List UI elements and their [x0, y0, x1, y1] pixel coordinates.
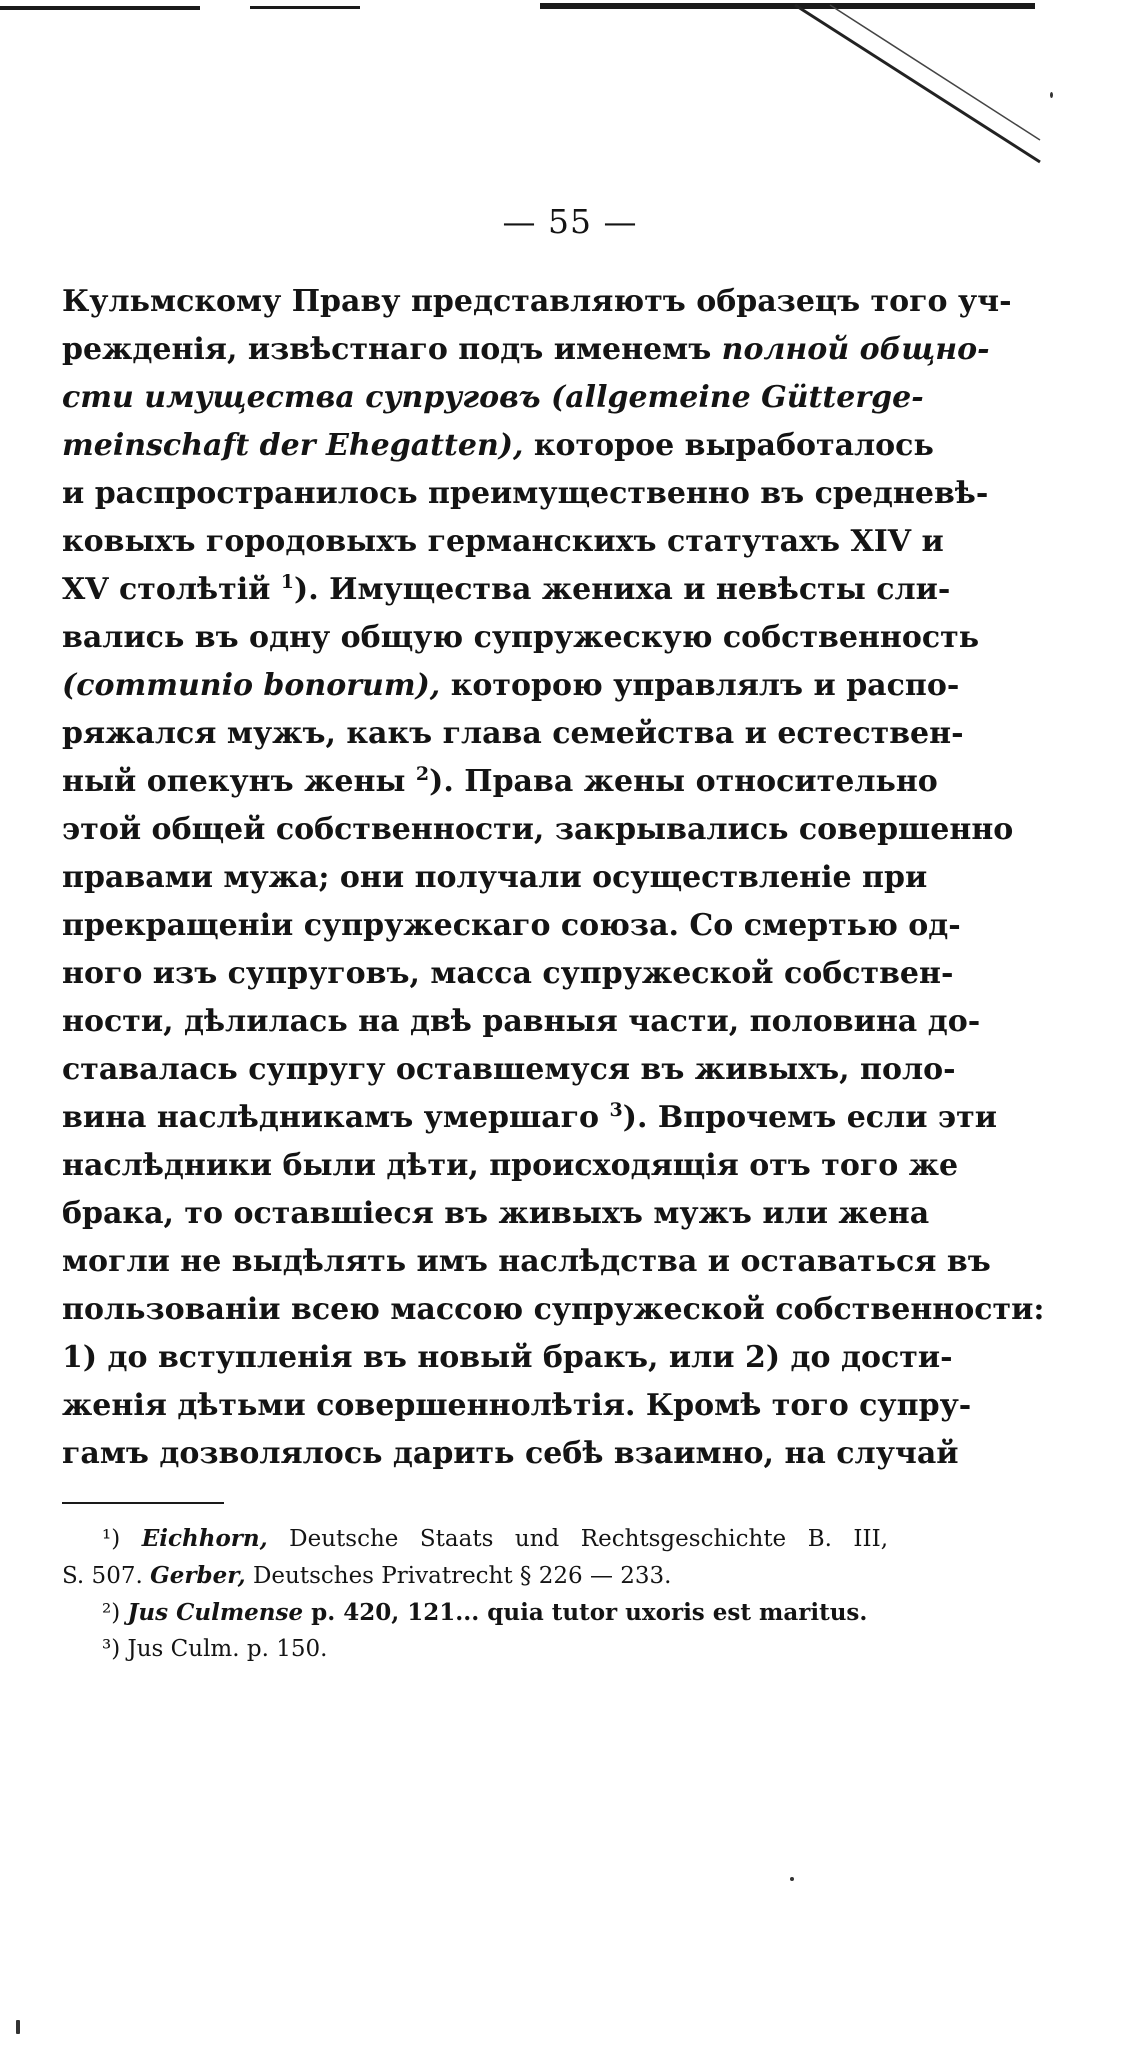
text-line: гамъ дозволялось дарить себѣ взаимно, на случай: [62, 1436, 959, 1471]
footnote-divider: [62, 1502, 224, 1504]
text-line: ный опекунъ жены $^2$). Права жены относительно: [62, 763, 938, 799]
footnote-ref: 1: [280, 571, 295, 593]
text-line: режденія, извѣстнаго подъ именемъ полной общно-: [62, 332, 990, 367]
text-line: ности, дѣлилась на двѣ равныя части, половина до-: [62, 1004, 981, 1039]
text-line: (communio bonorum), которою управлялъ и распо-: [62, 668, 960, 703]
text-line: ного изъ супруговъ, масса супружеской собствен-: [62, 956, 954, 991]
scan-speck: [16, 2020, 20, 2034]
footnote-ref: 2: [415, 763, 430, 785]
text-line: ряжался мужъ, какъ глава семейства и естествен-: [62, 716, 964, 751]
text-line: пользованіи всею массою супружеской собственности:: [62, 1292, 1045, 1327]
folded-corner-lines: [790, 0, 1050, 180]
footnote-3: ³) Jus Culm. p. 150.: [102, 1636, 328, 1662]
text-line: 1) до вступленія въ новый бракъ, или 2) до дости-: [62, 1340, 953, 1375]
page-number: — 55 —: [502, 202, 638, 241]
scan-speck: [790, 1877, 794, 1881]
text-line: правами мужа; они получали осуществленіе при: [62, 860, 928, 895]
footnote-1-cont: S. 507. Gerber, Deutsches Privatrecht § 226 — 233.: [62, 1562, 672, 1589]
text-line: прекращеніи супружескаго союза. Со смертью од-: [62, 908, 961, 943]
footnotes: [62, 1520, 888, 1668]
text-line: вина наслѣдникамъ умершаго $^3$). Впрочемъ если эти: [62, 1099, 998, 1135]
text-line: Кульмскому Праву представляютъ образецъ того уч-: [62, 284, 1012, 319]
text-line: брака, то оставшіеся въ живыхъ мужъ или жена: [62, 1196, 930, 1231]
text-line: женія дѣтьми совершеннолѣтія. Кромѣ того супру-: [62, 1388, 972, 1423]
text-line: вались въ одну общую супружескую собственность: [62, 620, 980, 655]
scan-speck: [1050, 92, 1053, 98]
footnote-1: ¹) Eichhorn, Deutsche Staats und Rechtsgeschichte B. III,: [102, 1525, 888, 1552]
main-text: [62, 278, 1045, 1478]
footnote-ref: 3: [609, 1099, 623, 1121]
top-edge-rule: [250, 6, 360, 9]
text-line: XV столѣтій $^1$). Имущества жениха и невѣсты сли-: [62, 571, 951, 607]
text-line: meinschaft der Ehegatten), которое выработалось: [62, 428, 934, 463]
text-line: сти имущества супруговъ (allgemeine Gütterge-: [62, 380, 924, 415]
text-line: наслѣдники были дѣти, происходящія отъ того же: [62, 1148, 959, 1183]
text-line: могли не выдѣлять имъ наслѣдства и оставаться въ: [62, 1244, 991, 1279]
top-edge-rule: [0, 6, 200, 10]
text-line: ставалась супругу оставшемуся въ живыхъ, поло-: [62, 1052, 956, 1087]
text-line: этой общей собственности, закрывались совершенно: [62, 812, 1014, 847]
footnote-2: ²) Jus Culmense p. 420, 121... quia tutor uxoris est maritus.: [102, 1599, 868, 1626]
text-line: и распространилось преимущественно въ средневѣ-: [62, 476, 989, 511]
text-line: ковыхъ городовыхъ германскихъ статутахъ XIV и: [62, 524, 944, 559]
